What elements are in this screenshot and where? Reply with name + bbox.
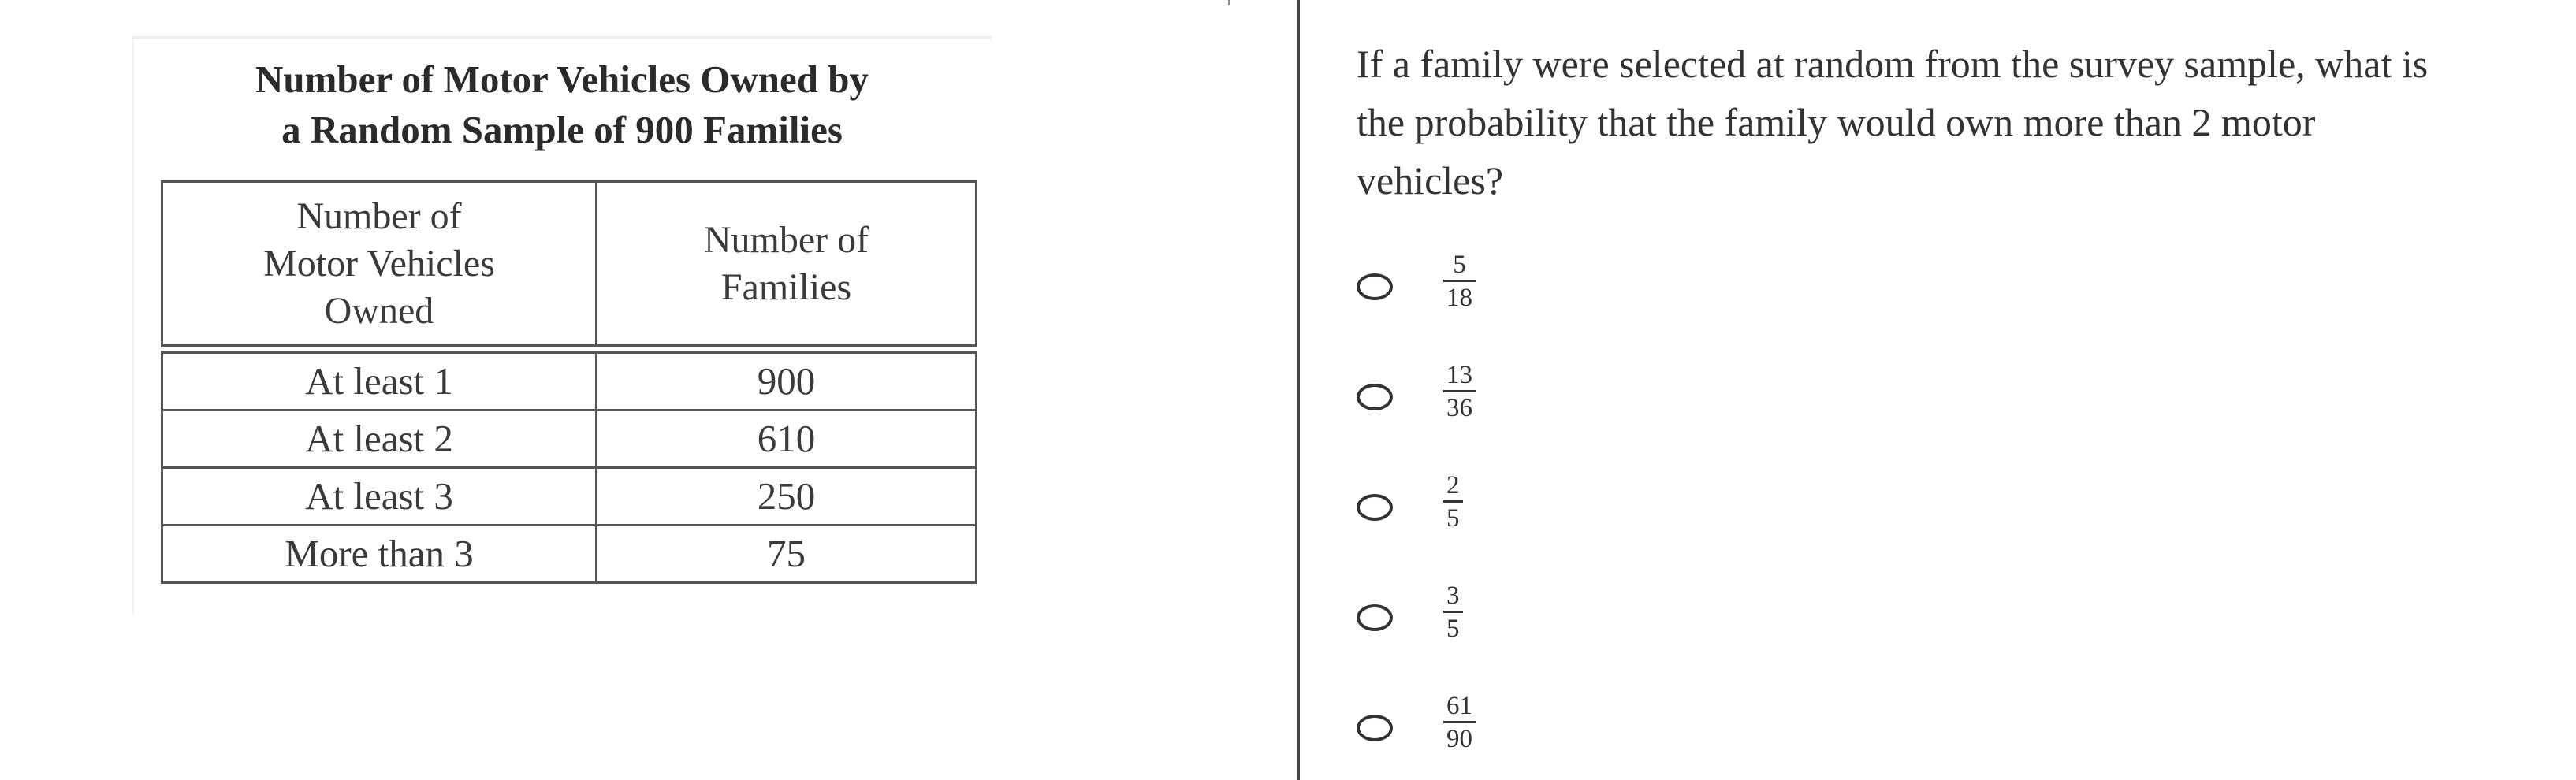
- radio-button-icon[interactable]: [1357, 273, 1393, 300]
- fraction-bar: [1443, 611, 1463, 613]
- fraction-numerator: 5: [1453, 251, 1466, 279]
- table-title: [132, 54, 992, 155]
- table-cell-category: At least 3: [162, 468, 597, 526]
- answer-choice-3[interactable]: [1355, 471, 1670, 550]
- header-vehicles-owned: [162, 182, 597, 350]
- table-row: [162, 349, 977, 410]
- choice-fraction: [1443, 471, 1463, 533]
- fraction-bar: [1443, 390, 1476, 392]
- header-families-line-2: Families: [720, 266, 852, 308]
- choice-fraction: [1443, 251, 1476, 312]
- question-panel: [1300, 0, 2576, 780]
- radio-button-icon[interactable]: [1357, 715, 1393, 741]
- table-row: [162, 410, 977, 468]
- table-figure: [132, 36, 992, 614]
- header-number-of-families: [597, 182, 977, 350]
- choice-fraction: [1443, 361, 1476, 422]
- fraction-bar: [1443, 280, 1476, 282]
- choice-fraction: [1443, 581, 1463, 643]
- fraction-denominator: 36: [1446, 394, 1472, 422]
- fraction-denominator: 5: [1446, 615, 1460, 643]
- table-cell-category: At least 2: [162, 410, 597, 468]
- table-row: [162, 468, 977, 526]
- table-header-row: [162, 182, 977, 350]
- table-cell-count: 75: [597, 526, 977, 583]
- question-stem: If a family were selected at random from the survey sample, what is the probability that the family would own more than 2 motor vehicles?: [1357, 42, 2429, 202]
- table-cell-category: At least 1: [162, 349, 597, 410]
- answer-choice-4[interactable]: [1355, 581, 1670, 660]
- fraction-numerator: 2: [1446, 471, 1460, 500]
- choice-fraction: [1443, 692, 1476, 753]
- fraction-denominator: 90: [1446, 725, 1472, 753]
- radio-button-icon[interactable]: [1357, 604, 1393, 631]
- radio-button-icon[interactable]: [1357, 494, 1393, 521]
- header-vehicles-owned-line-2: Motor Vehicles: [263, 242, 495, 284]
- answer-choice-5[interactable]: [1355, 692, 1670, 771]
- fraction-bar: [1443, 500, 1463, 503]
- vehicles-table: [161, 180, 977, 584]
- table-cell-count: 250: [597, 468, 977, 526]
- answer-choice-1[interactable]: [1355, 251, 1670, 329]
- fraction-denominator: 18: [1446, 284, 1472, 312]
- fraction-numerator: 61: [1446, 692, 1472, 720]
- table-title-line-2: a Random Sample of 900 Families: [281, 108, 843, 151]
- panel-edge-mark: [1228, 0, 1230, 5]
- fraction-numerator: 13: [1446, 361, 1472, 389]
- fraction-numerator: 3: [1446, 581, 1460, 610]
- table-row: [162, 526, 977, 583]
- radio-button-icon[interactable]: [1357, 384, 1393, 410]
- table-cell-count: 610: [597, 410, 977, 468]
- fraction-denominator: 5: [1446, 504, 1460, 533]
- answer-choice-2[interactable]: [1355, 361, 1670, 440]
- header-families-line-1: Number of: [703, 218, 869, 261]
- table-cell-category: More than 3: [162, 526, 597, 583]
- fraction-bar: [1443, 721, 1476, 723]
- header-vehicles-owned-line-3: Owned: [324, 289, 434, 332]
- table-title-line-1: Number of Motor Vehicles Owned by: [255, 58, 869, 101]
- table-cell-count: 900: [597, 349, 977, 410]
- header-vehicles-owned-line-1: Number of: [296, 195, 462, 237]
